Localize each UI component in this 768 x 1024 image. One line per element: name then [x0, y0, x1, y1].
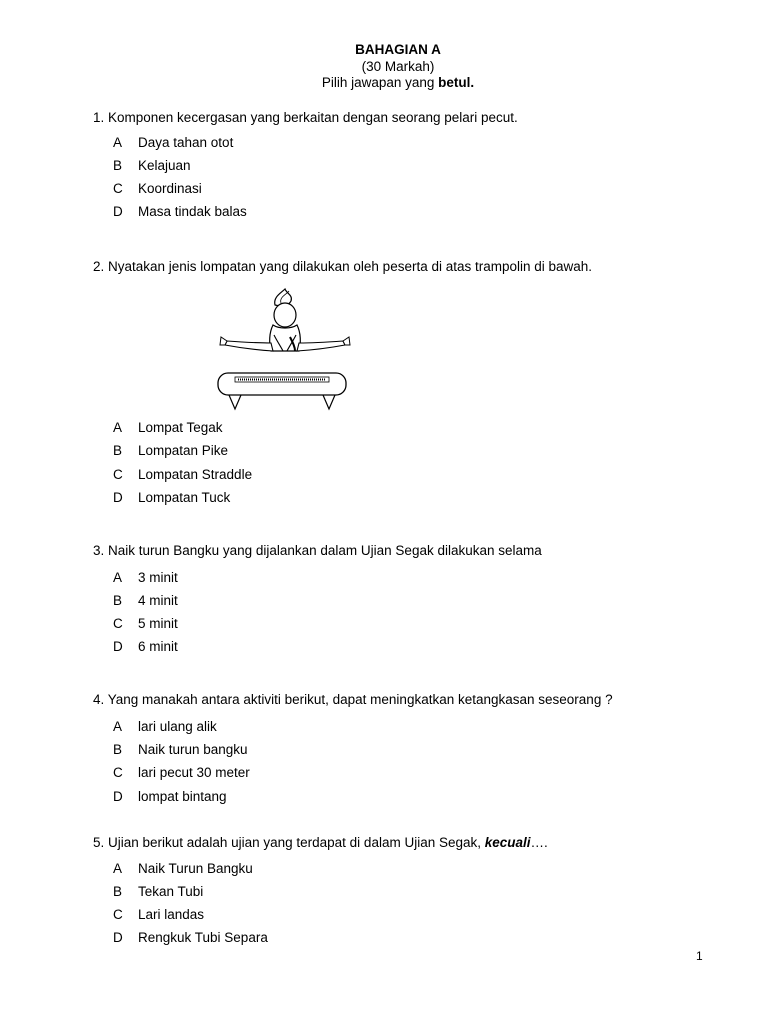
- trampoline-straddle-jump-illustration: [205, 285, 360, 415]
- left-foot: [220, 337, 227, 345]
- question-1: 1. Komponen kecergasan yang berkaitan dengan seorang pelari pecut.: [93, 110, 518, 125]
- q4-option-c: [113, 765, 250, 781]
- q5-option-c: [113, 907, 204, 923]
- option-text: Koordinasi: [138, 181, 202, 196]
- q5-option-a: [113, 861, 253, 877]
- option-letter: B: [113, 593, 123, 608]
- option-text: Lompatan Tuck: [138, 490, 231, 505]
- head-shape: [274, 303, 296, 327]
- q4-option-b: [113, 742, 248, 758]
- trampoline-left-leg: [229, 395, 241, 409]
- page-number: 1: [696, 949, 703, 963]
- section-header: [0, 42, 768, 92]
- q3-option-d: [113, 639, 178, 655]
- option-text: lari ulang alik: [138, 719, 217, 734]
- option-text: Tekan Tubi: [138, 884, 204, 899]
- option-letter: C: [113, 765, 123, 780]
- hair-detail: [281, 291, 289, 303]
- option-text: 3 minit: [138, 570, 178, 585]
- option-letter: B: [113, 742, 123, 757]
- question-5-emphasis: kecuali: [484, 835, 531, 850]
- right-leg: [297, 341, 345, 351]
- torso-shape: [270, 325, 301, 351]
- option-letter: C: [113, 181, 123, 196]
- option-letter: A: [113, 420, 123, 435]
- option-text: Naik Turun Bangku: [138, 861, 253, 876]
- q2-option-d: [113, 490, 230, 506]
- option-text: Naik turun bangku: [138, 742, 248, 757]
- q2-option-a: [113, 420, 223, 436]
- q3-option-b: [113, 593, 178, 609]
- option-text: Rengkuk Tubi Separa: [138, 930, 268, 945]
- option-letter: D: [113, 204, 123, 219]
- trampoline-frame: [218, 373, 346, 395]
- option-text: Lari landas: [138, 907, 205, 922]
- option-text: 6 minit: [138, 639, 178, 654]
- q3-option-a: [113, 570, 178, 586]
- option-letter: C: [113, 467, 123, 482]
- option-text: Lompat Tegak: [138, 420, 223, 435]
- option-text: lari pecut 30 meter: [138, 765, 250, 780]
- question-4: 4. Yang manakah antara aktiviti berikut, dapat meningkatkan ketangkasan seseorang ?: [93, 692, 613, 707]
- instruction-emphasis: betul.: [438, 75, 475, 90]
- option-text: 5 minit: [138, 616, 178, 631]
- q4-option-a: [113, 719, 217, 735]
- question-5: [93, 835, 548, 851]
- section-title: BAHAGIAN A: [355, 42, 441, 57]
- trampoline-right-leg: [323, 395, 335, 409]
- option-letter: C: [113, 907, 123, 922]
- option-letter: B: [113, 443, 123, 458]
- option-letter: D: [113, 789, 123, 804]
- option-letter: B: [113, 884, 123, 899]
- option-text: Lompatan Pike: [138, 443, 229, 458]
- option-text: lompat bintang: [138, 789, 227, 804]
- option-text: Daya tahan otot: [138, 135, 234, 150]
- question-5-ellipsis: ….: [530, 835, 548, 850]
- q1-option-b: [113, 158, 191, 174]
- option-letter: D: [113, 639, 123, 654]
- section-instruction: [0, 75, 768, 92]
- question-2: 2. Nyatakan jenis lompatan yang dilakukan oleh peserta di atas trampolin di bawah.: [93, 259, 593, 274]
- option-text: Masa tindak balas: [138, 204, 247, 219]
- q1-option-d: [113, 204, 247, 220]
- q1-option-a: [113, 135, 233, 151]
- section-marks: (30 Markah): [361, 58, 435, 74]
- option-letter: A: [113, 719, 123, 734]
- q4-option-d: [113, 789, 227, 805]
- option-letter: D: [113, 930, 123, 945]
- option-letter: B: [113, 158, 123, 173]
- option-text: Kelajuan: [138, 158, 191, 173]
- option-letter: D: [113, 490, 123, 505]
- q5-option-d: [113, 930, 268, 946]
- q2-option-b: [113, 443, 228, 459]
- left-leg: [225, 341, 273, 351]
- option-letter: A: [113, 861, 123, 876]
- option-letter: A: [113, 135, 123, 150]
- option-letter: C: [113, 616, 123, 631]
- right-foot: [343, 337, 350, 345]
- option-text: Lompatan Straddle: [138, 467, 253, 482]
- instruction-text: Pilih jawapan yang: [321, 75, 439, 90]
- q5-option-b: [113, 884, 203, 900]
- q3-option-c: [113, 616, 178, 632]
- q1-option-c: [113, 181, 202, 197]
- question-5-text: 5. Ujian berikut adalah ujian yang terdapat di dalam Ujian Segak,: [93, 835, 485, 850]
- option-letter: A: [113, 570, 123, 585]
- option-text: 4 minit: [138, 593, 178, 608]
- q2-option-c: [113, 467, 252, 483]
- question-3: 3. Naik turun Bangku yang dijalankan dalam Ujian Segak dilakukan selama: [93, 543, 542, 558]
